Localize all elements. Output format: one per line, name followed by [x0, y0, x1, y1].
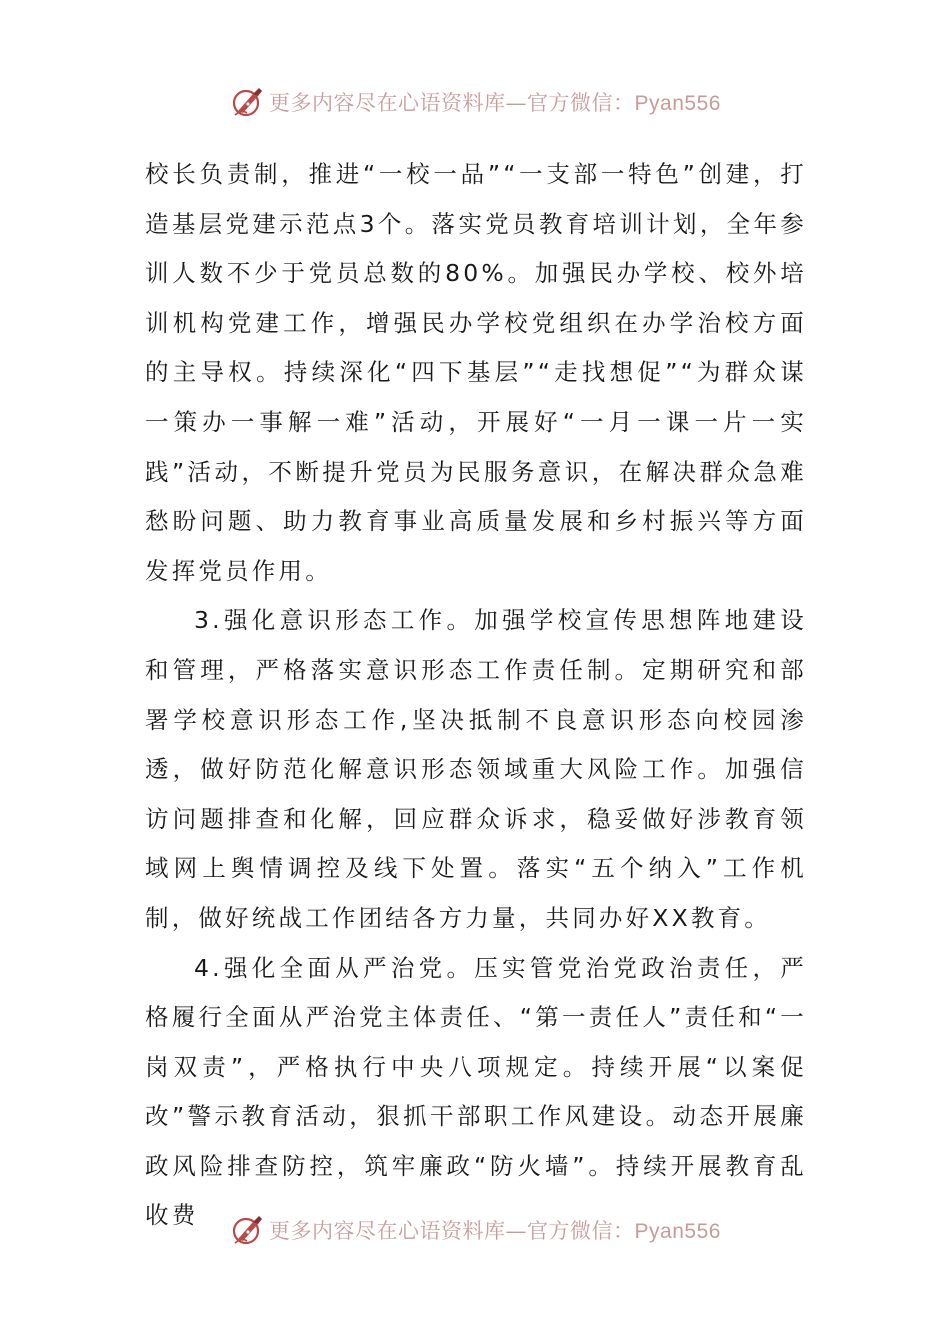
paragraph-continued: 校长负责制，推进“一校一品”“一支部一特色”创建，打造基层党建示范点3个。落实党员教育培训计划，全年参训人数不少于党员总数的80%。加强民办学校、校外培训机构党建工作，增强民办学校党组织在办学治校方面的主导权。持续深化“四下基层”“走找想促”“为群众谋一策办一事解一难”活动，开展好“一月一课一片一实践”活动，不断提升党员为民服务意识，在解决群众急难愁盼问题、助力教育事业高质量发展和乡村振兴等方面发挥党员作用。: [145, 160, 807, 585]
header-watermark-banner: [0, 80, 950, 124]
pen-nib-logo-icon: [229, 1212, 265, 1248]
document-body: [145, 150, 807, 1241]
watermark-text: 更多内容尽在心语资料库—官方微信：Pyan556: [269, 1219, 721, 1243]
footer-watermark-banner: [0, 1208, 950, 1252]
pen-nib-logo-icon: [229, 84, 265, 120]
watermark-text: 更多内容尽在心语资料库—官方微信：Pyan556: [269, 91, 721, 115]
paragraph-party-discipline: 4.强化全面从严治党。压实管党治党政治责任，严格履行全面从严治党主体责任、“第一责任人”责任和“一岗双责”，严格执行中央八项规定。持续开展“以案促改”警示教育活动，狠抓干部职工作风建设。动态开展廉政风险排查防控，筑牢廉政“防火墙”。持续开展教育乱收费: [145, 953, 807, 1230]
paragraph-ideology-work: 3.强化意识形态工作。加强学校宣传思想阵地建设和管理，严格落实意识形态工作责任制。定期研究和部署学校意识形态工作,坚决抵制不良意识形态向校园渗透，做好防范化解意识形态领域重大风险工作。加强信访问题排查和化解，回应群众诉求，稳妥做好涉教育领域网上舆情调控及线下处置。落实“五个纳入”工作机制，做好统战工作团结各方力量，共同办好XX教育。: [145, 606, 807, 932]
